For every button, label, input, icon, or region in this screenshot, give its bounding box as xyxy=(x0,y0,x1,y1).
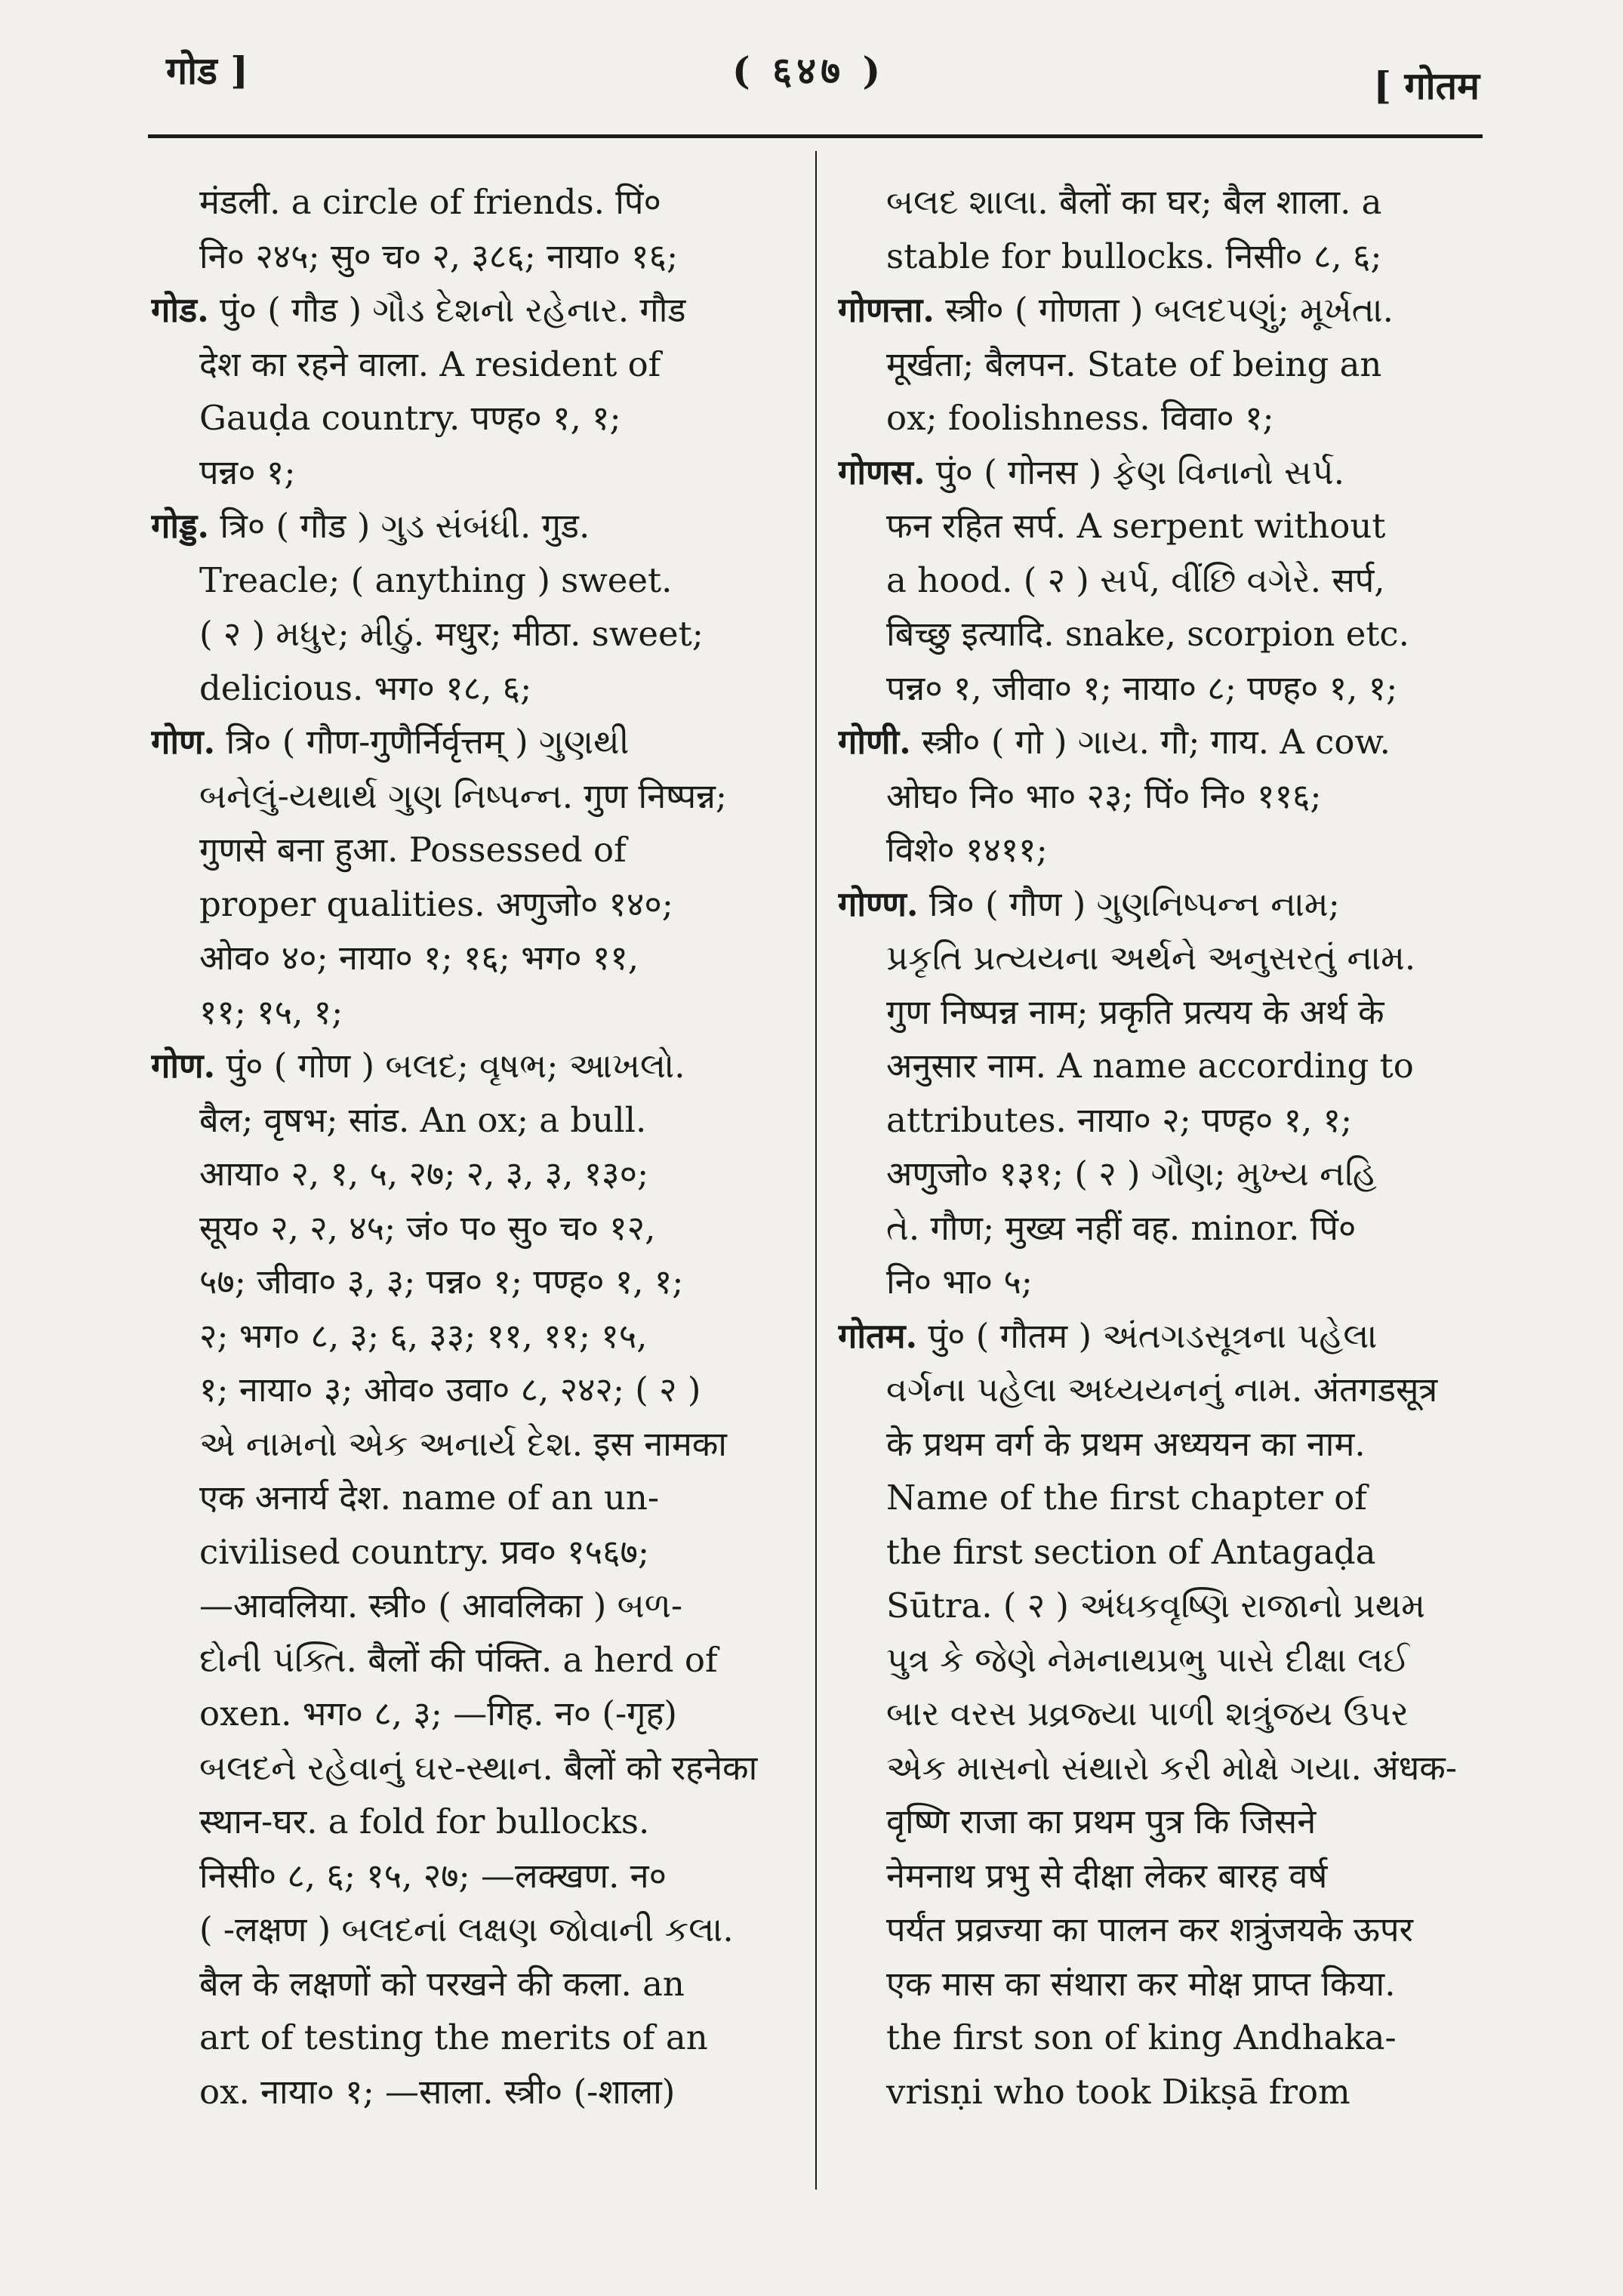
right-column-line xyxy=(838,1417,1502,1472)
right-column-line xyxy=(838,1525,1502,1579)
left-column-line xyxy=(151,661,800,716)
right-column-line xyxy=(838,499,1502,553)
line-text: બલદને રહેવાનું ઘર-સ્થાન. बैलों को रहनेका xyxy=(199,1747,758,1788)
left-column-line xyxy=(151,1849,800,1903)
line-text: देश का रहने वाला. A resident of xyxy=(199,344,661,384)
right-column-line xyxy=(838,1795,1502,1849)
left-column-line xyxy=(151,553,800,608)
line-text: vrisṇi who took Dikṣā from xyxy=(886,2071,1350,2112)
left-column-line xyxy=(151,985,800,1040)
line-text: ox. नाया० १; —साला. स्त्री० (-शाला) xyxy=(199,2071,676,2112)
line-text: delicious. भग० १८, ६; xyxy=(199,667,532,708)
line-text: विशे० १४११; xyxy=(886,830,1048,870)
line-text: नेमनाथ प्रभु से दीक्षा लेकर बारह वर्ष xyxy=(886,1855,1328,1896)
right-column-line xyxy=(838,1633,1502,1687)
entry-headword: गोतम. xyxy=(838,1315,918,1356)
left-column-line xyxy=(151,2065,800,2119)
line-text: पुं० ( गोण ) બલદ; વૃષભ; આખલો. xyxy=(215,1046,685,1086)
left-column-line xyxy=(151,715,800,769)
line-text: २; भग० ८, ३; ६, ३३; ११, ११; १५, xyxy=(199,1315,648,1356)
line-text: ( २ ) મધુર; મીઠું. मधुर; मीठा. sweet; xyxy=(199,614,704,654)
line-text: अनुसार नाम. A name according to xyxy=(886,1046,1414,1086)
line-text: स्त्री० ( गो ) ગાય. गौ; गाय. A cow. xyxy=(910,722,1390,762)
line-text: attributes. नाया० २; पण्ह० १, १; xyxy=(886,1099,1353,1140)
line-text: बैल के लक्षणों को परखने की कला. an xyxy=(199,1963,685,2004)
line-text: —आवलिया. स्त्री० ( आवलिका ) બળ- xyxy=(199,1586,683,1626)
left-guide-word: गोड ] xyxy=(166,48,248,93)
entry-headword: गोणत्ता. xyxy=(838,290,935,330)
left-column-line xyxy=(151,1363,800,1417)
line-text: त्रि० ( गौण ) ગુણનિષ્પન્ન નામ; xyxy=(918,883,1340,924)
left-column-line xyxy=(151,1579,800,1633)
right-column-line xyxy=(838,1741,1502,1795)
line-text: स्थान-घर. a fold for bullocks. xyxy=(199,1801,650,1841)
line-text: બાર વરસ પ્રવ્રજ્યા પાળી શત્રુંજય ઉપર xyxy=(886,1693,1409,1734)
left-column-line xyxy=(151,1471,800,1525)
left-column-line xyxy=(151,1147,800,1201)
line-text: દોની પંક્તિ. बैलों की पंक्ति. a herd of xyxy=(199,1639,718,1680)
right-column-line xyxy=(838,1687,1502,1741)
line-text: oxen. भग० ८, ३; —गिह. न० (-गृह) xyxy=(199,1693,677,1734)
line-text: a hood. ( २ ) સર્પ, વીંછિ વગેરે. सर्प, xyxy=(886,559,1385,600)
line-text: त्रि० ( गौड ) ગુડ સંબંધી. गुड. xyxy=(209,506,590,546)
line-text: नि० २४५; सु० च० २, ३८६; नाया० १६; xyxy=(199,236,679,276)
line-text: the first section of Antagaḍa xyxy=(886,1531,1376,1572)
right-column-line xyxy=(838,337,1502,392)
line-text: Name of the first chapter of xyxy=(886,1478,1367,1518)
line-text: Gauḍa country. पण्ह० १, १; xyxy=(199,398,621,438)
line-text: मंडली. a circle of friends. पिं० xyxy=(199,182,661,222)
entry-headword: गोणी. xyxy=(838,722,911,762)
left-column-line xyxy=(151,823,800,877)
entry-headword: गोण्ण. xyxy=(838,883,919,924)
line-text: आया० २, १, ५, २७; २, ३, ३, १३०; xyxy=(199,1154,649,1194)
right-column-line xyxy=(838,2065,1502,2119)
right-column-line xyxy=(838,1903,1502,1957)
right-guide-word: [ गोतम xyxy=(1373,63,1480,108)
line-text: वृष्णि राजा का प्रथम पुत्र कि जिसने xyxy=(886,1801,1317,1841)
line-text: ५७; जीवा० ३, ३; पन्न० १; पण्ह० १, १; xyxy=(199,1262,684,1302)
left-column-line xyxy=(151,1903,800,1957)
line-text: पन्न० १; xyxy=(199,451,296,492)
left-column-line xyxy=(151,1525,800,1579)
right-column-line xyxy=(838,769,1502,824)
line-text: ox; foolishness. विवा० १; xyxy=(886,398,1274,438)
right-column-line xyxy=(838,1471,1502,1525)
right-column-line xyxy=(838,1849,1502,1903)
left-column-line xyxy=(151,499,800,553)
entry-headword: गोड्ड. xyxy=(151,506,210,546)
line-text: પુત્ર કે જેણે નેમનાથપ્રભુ પાસે દીક્ષા લઈ xyxy=(886,1639,1410,1680)
right-column-line xyxy=(838,1579,1502,1633)
line-text: अणुजो० १३१; ( २ ) ગૌણ; મુખ્ય નહિ xyxy=(886,1154,1377,1194)
line-text: વર્ગના પહેલા અધ્યયનનું નામ. अंतगडसूत्र xyxy=(886,1370,1438,1410)
line-text: પ્રકૃતિ પ્રત્યયના અર્થને અનુસરતું નામ. xyxy=(886,938,1416,978)
left-column-line xyxy=(151,337,800,392)
left-column-line xyxy=(151,1093,800,1148)
right-column-line xyxy=(838,715,1502,769)
right-column-line xyxy=(838,553,1502,608)
page-header xyxy=(151,44,1480,119)
right-column-line xyxy=(838,931,1502,985)
header-rule xyxy=(148,134,1483,138)
line-text: त्रि० ( गौण-गुणैर्निर्वृत्तम् ) ગુણથી xyxy=(215,722,630,762)
line-text: पुं० ( गोनस ) ફેણ વિનાનો સર્પ. xyxy=(925,451,1345,492)
line-text: ओव० ४०; नाया० १; १६; भग० ११, xyxy=(199,938,639,978)
line-text: गुणसे बना हुआ. Possessed of xyxy=(199,830,627,870)
right-column-line xyxy=(838,2011,1502,2065)
line-text: proper qualities. अणुजो० १४०; xyxy=(199,883,673,924)
line-text: नि० भा० ५; xyxy=(886,1262,1033,1302)
line-text: ( -लक्षण ) બલદનાં લક્ષણ જોવાની કલા. xyxy=(199,1909,734,1949)
line-text: बैल; वृषभ; सांड. An ox; a bull. xyxy=(199,1099,647,1140)
line-text: फन रहित सर्प. A serpent without xyxy=(886,506,1386,546)
left-column-line xyxy=(151,877,800,932)
right-column xyxy=(838,175,1502,2119)
line-text: पन्न० १, जीवा० १; नाया० ८; पण्ह० १, १; xyxy=(886,667,1398,708)
left-column-line xyxy=(151,230,800,284)
right-column-line xyxy=(838,283,1502,337)
entry-headword: गोणस. xyxy=(838,451,925,492)
line-text: स्त्री० ( गोणता ) બલદપણું; મૂર્ખતા. xyxy=(934,290,1394,330)
left-column-line xyxy=(151,931,800,985)
line-text: के प्रथम वर्ग के प्रथम अध्ययन का नाम. xyxy=(886,1423,1366,1464)
right-column-line xyxy=(838,391,1502,445)
line-text: Treacle; ( anything ) sweet. xyxy=(199,559,673,600)
right-column-line xyxy=(838,1147,1502,1201)
left-column-line xyxy=(151,445,800,500)
right-column-line xyxy=(838,607,1502,661)
line-text: पुं० ( गौतम ) અંતગડસૂત્રના પહેલા xyxy=(917,1315,1378,1356)
left-column-line xyxy=(151,283,800,337)
left-column-line xyxy=(151,1687,800,1741)
right-column-line xyxy=(838,985,1502,1040)
line-text: બલદ શાલા. बैलों का घर; बैल शाला. a xyxy=(886,182,1382,222)
entry-headword: गोण. xyxy=(151,722,216,762)
left-column-line xyxy=(151,1309,800,1364)
line-text: ११; १५, १; xyxy=(199,991,343,1032)
right-column-line xyxy=(838,1309,1502,1364)
line-text: એ નામનો એક અનાર્ય દેશ. इस नामका xyxy=(199,1423,727,1464)
right-column-line xyxy=(838,1255,1502,1309)
left-column-line xyxy=(151,1417,800,1472)
line-text: the first son of king Andhaka- xyxy=(886,2017,1397,2057)
line-text: ओघ० नि० भा० २३; पिं० नि० ११६; xyxy=(886,775,1322,816)
line-text: पर्यंत प्रव्रज्या का पालन कर शत्रुंजयके ऊपर xyxy=(886,1909,1413,1949)
left-column-line xyxy=(151,2011,800,2065)
left-column-line xyxy=(151,1633,800,1687)
line-text: गुण निष्पन्न नाम; प्रकृति प्रत्यय के अर्थ के xyxy=(886,991,1384,1032)
line-text: બનેલું-યથાર્થ ગુણ નિષ્પન્ન. गुण निष्पन्न; xyxy=(199,775,728,816)
right-column-line xyxy=(838,1363,1502,1417)
entry-headword: गोड. xyxy=(151,290,209,330)
left-column-line xyxy=(151,1039,800,1093)
right-column-line xyxy=(838,823,1502,877)
line-text: art of testing the merits of an xyxy=(199,2017,708,2057)
right-column-line xyxy=(838,877,1502,932)
left-column-line xyxy=(151,391,800,445)
line-text: बिच्छु इत्यादि. snake, scorpion etc. xyxy=(886,614,1409,654)
line-text: एक मास का संथारा कर मोक्ष प्राप्त किया. xyxy=(886,1963,1396,2004)
line-text: पुं० ( गौड ) ગૌડ દેશનો રહેનાર. गौड xyxy=(208,290,686,330)
right-column-line xyxy=(838,445,1502,500)
right-column-line xyxy=(838,1093,1502,1148)
left-column-line xyxy=(151,175,800,230)
line-text: निसी० ८, ६; १५, २७; —लक्खण. न० xyxy=(199,1855,667,1896)
left-column-line xyxy=(151,1201,800,1256)
line-text: १; नाया० ३; ओव० उवा० ८, २४२; ( २ ) xyxy=(199,1370,701,1410)
left-column xyxy=(151,175,800,2119)
left-column-line xyxy=(151,1957,800,2011)
right-column-line xyxy=(838,230,1502,284)
right-column-line xyxy=(838,661,1502,716)
line-text: એક માસનો સંથારો કરી મોક્ષે ગયા. अंधक- xyxy=(886,1747,1458,1788)
entry-headword: गोण. xyxy=(151,1046,216,1086)
line-text: civilised country. प्रव० १५६७; xyxy=(199,1531,650,1572)
right-column-line xyxy=(838,175,1502,230)
line-text: stable for bullocks. निसी० ८, ६; xyxy=(886,236,1382,276)
left-column-line xyxy=(151,769,800,824)
right-column-line xyxy=(838,1201,1502,1256)
left-column-line xyxy=(151,1741,800,1795)
column-divider xyxy=(815,151,817,2190)
line-text: Sūtra. ( २ ) અંધકવૃષ્ણિ રાજાનો પ્રથમ xyxy=(886,1586,1426,1626)
left-column-line xyxy=(151,607,800,661)
left-column-line xyxy=(151,1795,800,1849)
page-number: ( ६४७ ) xyxy=(732,48,885,93)
line-text: एक अनार्य देश. name of an un- xyxy=(199,1478,660,1518)
line-text: सूय० २, २, ४५; जं० प० सु० च० १२, xyxy=(199,1207,656,1248)
right-column-line xyxy=(838,1039,1502,1093)
line-text: मूर्खता; बैलपन. State of being an xyxy=(886,344,1382,384)
line-text: તે. गौण; मुख्य नहीं वह. minor. पिं० xyxy=(886,1207,1357,1248)
right-column-line xyxy=(838,1957,1502,2011)
left-column-line xyxy=(151,1255,800,1309)
